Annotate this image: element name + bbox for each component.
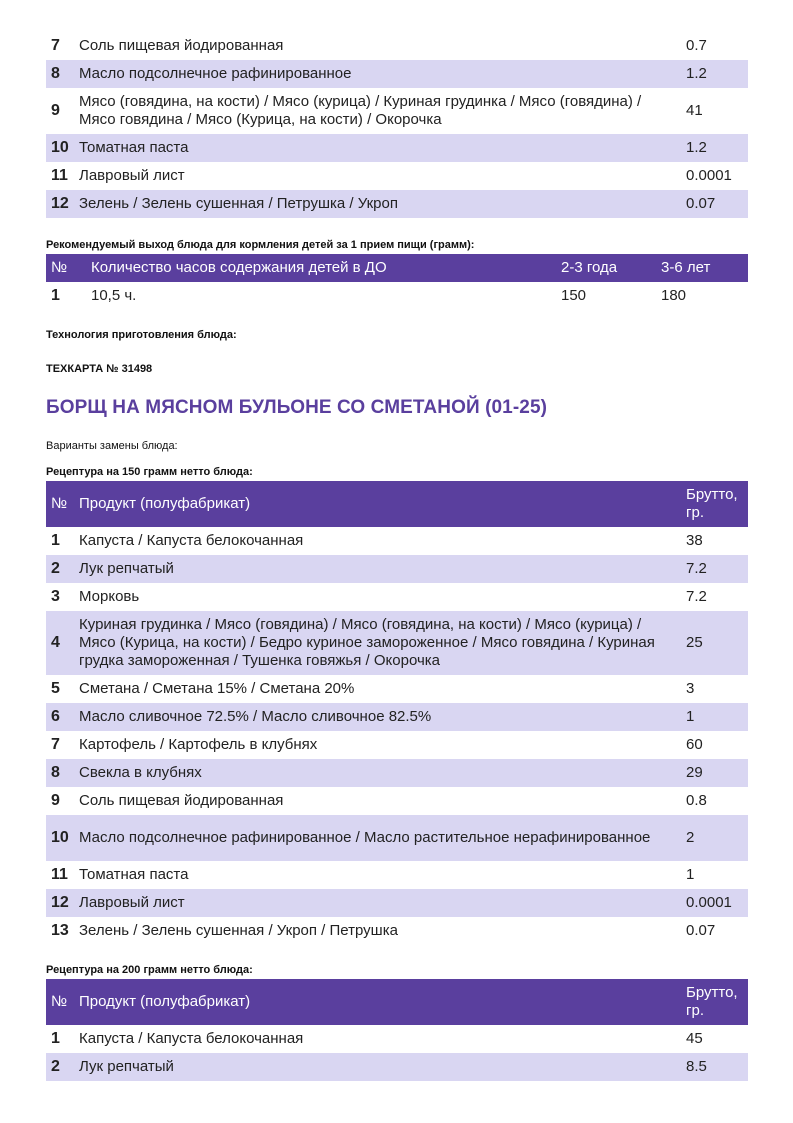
gross-cell: 7.2: [681, 555, 748, 583]
gross-cell: 2: [681, 815, 748, 861]
table-row: [46, 190, 748, 218]
product-cell: Лавровый лист: [79, 167, 185, 184]
column-header-product: Продукт (полуфабрикат): [74, 979, 681, 1025]
product-cell: Соль пищевая йодированная: [79, 37, 284, 54]
recipe-150-label: Рецептура на 150 грамм нетто блюда:: [46, 466, 253, 478]
column-header-number: №: [46, 979, 74, 1025]
product-cell: Соль пищевая йодированная: [79, 792, 284, 809]
dish-title: БОРЩ НА МЯСНОМ БУЛЬОНЕ СО СМЕТАНОЙ (01-25): [46, 397, 548, 418]
table-row: [46, 162, 748, 190]
product-cell: Томатная паста: [74, 134, 681, 162]
table-header-row: [46, 254, 748, 282]
column-header-hours: Количество часов содержания детей в ДО: [86, 254, 556, 282]
product-cell: Морковь: [79, 588, 140, 605]
column-header-number: №: [46, 481, 74, 527]
gross-cell: 45: [686, 1030, 703, 1047]
table-header-row: [46, 979, 748, 1025]
table-row: [46, 611, 748, 675]
product-cell: Зелень / Зелень сушенная / Укроп / Петрушка: [79, 922, 398, 939]
hours-cell: 10,5 ч.: [91, 287, 137, 304]
technology-label: Технология приготовления блюда:: [46, 329, 237, 341]
table-row: [46, 282, 748, 310]
product-cell: Капуста / Капуста белокочанная: [79, 1030, 304, 1047]
product-cell: Зелень / Зелень сушенная / Петрушка / Укроп: [74, 190, 681, 218]
gross-cell: 1: [681, 703, 748, 731]
row-number: 11: [51, 866, 68, 883]
table-row: [46, 527, 748, 555]
product-cell: Капуста / Капуста белокочанная: [79, 532, 304, 549]
gross-cell: 1: [686, 866, 695, 883]
gross-cell: 0.07: [681, 190, 748, 218]
row-number: 11: [51, 167, 68, 184]
row-number: 8: [46, 60, 74, 88]
gross-cell: 25: [681, 611, 748, 675]
gross-cell: 0.7: [686, 37, 707, 54]
row-number: 1: [51, 532, 60, 549]
table-row: [46, 134, 748, 162]
row-number: 7: [51, 37, 60, 54]
recipe-200-table: [46, 979, 748, 1081]
row-number: 2: [46, 1053, 74, 1081]
row-number: 12: [46, 889, 74, 917]
output-label: Рекомендуемый выход блюда для кормления детей за 1 прием пищи (грамм):: [46, 239, 475, 251]
table-row: [46, 815, 748, 861]
table-row: [46, 861, 748, 889]
gross-cell: 38: [686, 532, 703, 549]
row-number: 7: [51, 736, 60, 753]
row-number: 6: [46, 703, 74, 731]
row-number: 13: [51, 922, 69, 939]
column-header-number: №: [46, 254, 86, 282]
table-row: [46, 917, 748, 945]
table-row: [46, 703, 748, 731]
table-row: [46, 675, 748, 703]
row-number: 9: [51, 792, 60, 809]
table-header-row: [46, 481, 748, 527]
column-header-age-3-6: 3-6 лет: [656, 254, 748, 282]
row-number: 12: [46, 190, 74, 218]
product-cell: Масло подсолнечное рафинированное: [74, 60, 681, 88]
table-row: [46, 759, 748, 787]
product-cell: Масло сливочное 72.5% / Масло сливочное 82.5%: [74, 703, 681, 731]
table-row: [46, 1053, 748, 1081]
gross-cell: 7.2: [686, 588, 707, 605]
product-cell: Куриная грудинка / Мясо (говядина) / Мясо (говядина, на кости) / Мясо (курица) / Мясо (Курица, на кости) / Бедро куриное замороженное / Мясо говядина / Куриная грудка замороженная / Тушенка говяжья / Окорочка: [74, 611, 681, 675]
product-cell: Лук репчатый: [74, 555, 681, 583]
gross-cell: 0.07: [686, 922, 716, 939]
row-number: 1: [51, 287, 60, 304]
recipe-200-label: Рецептура на 200 грамм нетто блюда:: [46, 964, 253, 976]
replacement-label: Варианты замены блюда:: [46, 440, 178, 452]
table-row: [46, 60, 748, 88]
product-cell: Мясо (говядина, на кости) / Мясо (курица) / Куриная грудинка / Мясо (говядина) / Мясо говядина / Мясо (Курица, на кости) / Окорочка: [79, 93, 642, 128]
row-number: 3: [51, 588, 60, 605]
product-cell: Масло подсолнечное рафинированное / Масло растительное нерафинированное: [74, 815, 681, 861]
row-number: 8: [46, 759, 74, 787]
row-number: 9: [51, 102, 60, 119]
row-number: 1: [51, 1030, 60, 1047]
gross-cell: 8.5: [681, 1053, 748, 1081]
gross-cell: 29: [681, 759, 748, 787]
row-number: 2: [46, 555, 74, 583]
gross-cell: 41: [686, 102, 703, 119]
row-number: 10: [46, 134, 74, 162]
product-cell: Свекла в клубнях: [74, 759, 681, 787]
table-row: [46, 88, 748, 134]
product-cell: Картофель / Картофель в клубнях: [79, 736, 318, 753]
output-table: [46, 254, 748, 310]
gross-cell: 0.8: [686, 792, 707, 809]
row-number: 4: [46, 611, 74, 675]
product-cell: Сметана / Сметана 15% / Сметана 20%: [79, 680, 355, 697]
gross-cell: 1.2: [681, 134, 748, 162]
column-header-gross: Брутто, гр.: [681, 979, 748, 1025]
product-cell: Лавровый лист: [74, 889, 681, 917]
column-header-gross: Брутто, гр.: [681, 481, 748, 527]
gross-cell: 60: [686, 736, 703, 753]
row-number: 10: [46, 815, 74, 861]
product-cell: Томатная паста: [79, 866, 189, 883]
techcard-number: ТЕХКАРТА № 31498: [46, 363, 153, 375]
age-3-6-cell: 180: [661, 287, 687, 304]
gross-cell: 3: [686, 680, 695, 697]
table-row: [46, 889, 748, 917]
column-header-age-2-3: 2-3 года: [556, 254, 656, 282]
product-cell: Лук репчатый: [74, 1053, 681, 1081]
table-row: [46, 1025, 748, 1053]
table-row: [46, 32, 748, 60]
ingredients-table-continued: [46, 32, 748, 218]
gross-cell: 1.2: [681, 60, 748, 88]
recipe-150-table: [46, 481, 748, 945]
table-row: [46, 555, 748, 583]
table-row: [46, 583, 748, 611]
age-2-3-cell: 150: [561, 287, 587, 304]
table-row: [46, 731, 748, 759]
table-row: [46, 787, 748, 815]
gross-cell: 0.0001: [686, 167, 732, 184]
column-header-product: Продукт (полуфабрикат): [74, 481, 681, 527]
row-number: 5: [51, 680, 60, 697]
gross-cell: 0.0001: [681, 889, 748, 917]
